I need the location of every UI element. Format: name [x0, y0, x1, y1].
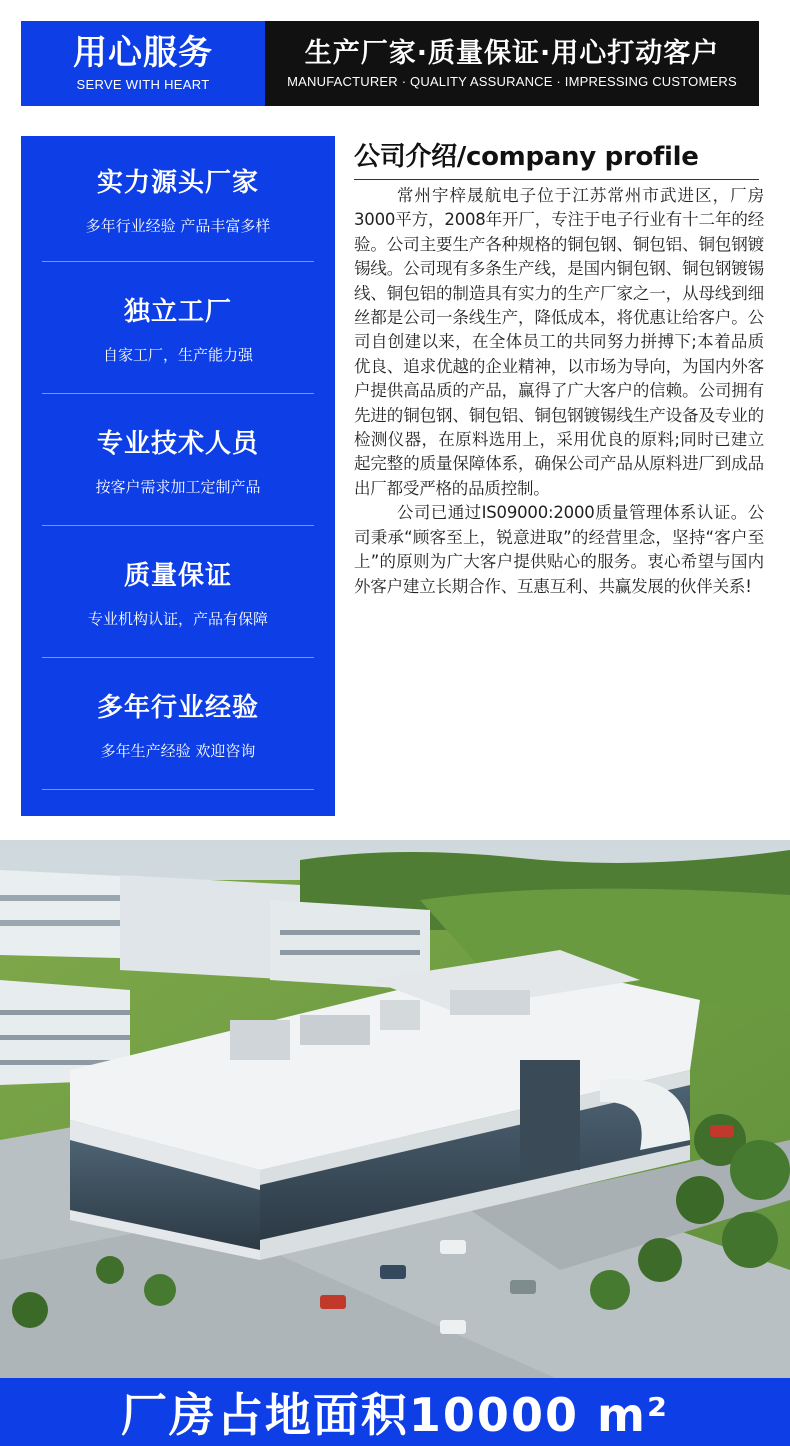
feature-item — [42, 394, 314, 526]
feature-title: 独立工厂 — [123, 296, 232, 327]
profile-title: 公司介绍/company profile — [354, 136, 759, 180]
header-banner — [21, 21, 759, 106]
feature-subtitle: 多年行业经验 产品丰富多样 — [85, 216, 271, 235]
profile-paragraph-2: 公司已通过IS09000:2000质量管理体系认证。公司秉承“顾客至上，锐意进取”的经营里念，坚持“客户至上”的原则为广大客户提供贴心的服务。衷心希望与国内外客户建立长期合作、互惠互利、共赢发展的伙伴关系! — [354, 503, 764, 596]
feature-item — [42, 526, 314, 658]
feature-title: 质量保证 — [123, 560, 232, 591]
banner-left-title: 用心服务 — [73, 33, 213, 74]
factory-photo — [0, 840, 790, 1380]
area-text: 厂房占地面积10000 m² — [120, 1388, 670, 1442]
feature-subtitle: 专业机构认证，产品有保障 — [87, 609, 268, 628]
banner-left — [21, 21, 265, 106]
feature-title: 多年行业经验 — [96, 692, 259, 723]
feature-subtitle: 多年生产经验 欢迎咨询 — [100, 741, 256, 760]
feature-item — [42, 136, 314, 262]
company-profile — [354, 136, 764, 599]
banner-right-title: 生产厂家·质量保证·用心打动客户 — [304, 37, 720, 69]
factory-illustration — [0, 840, 790, 1380]
features-panel — [21, 136, 335, 816]
feature-title: 实力源头厂家 — [96, 167, 259, 198]
feature-subtitle: 自家工厂，生产能力强 — [102, 345, 253, 364]
feature-subtitle: 按客户需求加工定制产品 — [95, 477, 261, 496]
profile-paragraph-1: 常州宇梓晟航电子位于江苏常州市武进区，厂房3000平方，2008年开厂，专注于电子行业有十二年的经验。公司主要生产各种规格的铜包钢、铜包铝、铜包钢镀锡线。公司现有多条生产线，是国内铜包钢、铜包钢镀锡线、铜包铝的制造具有实力的生产厂家之一，从母线到细丝都是公司一条线生产，降低成本，将优惠让给客户。公司自创建以来，在全体员工的共同努力拼搏下;本着品质优良、追求优越的企业精神，以市场为导向，为国内外客户提供高品质的产品，赢得了广大客户的信赖。公司拥有先进的铜包钢、铜包铝、铜包钢镀锡线生产设备及专业的检测仪器，在原料选用上，采用优良的原料;同时已建立起完整的质量保障体系，确保公司产品从原料进厂到成品出厂都受严格的品质控制。 — [354, 186, 764, 498]
banner-right — [265, 21, 759, 106]
banner-left-subtitle: SERVE WITH HEART — [76, 76, 210, 92]
feature-item — [42, 658, 314, 790]
area-banner — [0, 1378, 790, 1446]
feature-item — [42, 262, 314, 394]
feature-title: 专业技术人员 — [96, 428, 259, 459]
banner-right-subtitle: MANUFACTURER · QUALITY ASSURANCE · IMPRESSING CUSTOMERS — [287, 74, 737, 90]
